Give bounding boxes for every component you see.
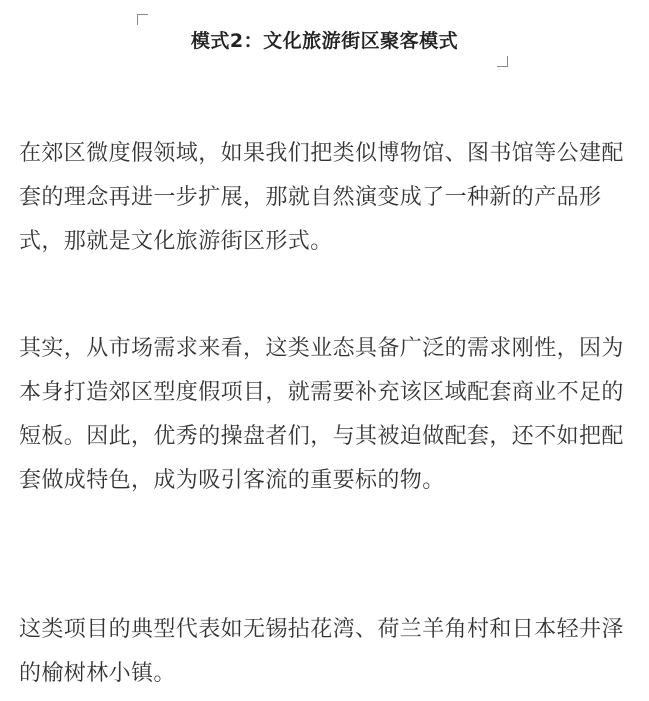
title-bracket-top-left: [137, 14, 148, 25]
section-title: 模式2：文化旅游街区聚客模式: [190, 30, 459, 52]
title-bracket-bottom-right: [497, 56, 508, 67]
paragraph-2: 其实，从市场需求来看，这类业态具备广泛的需求刚性，因为本身打造郊区型度假项目，就需要补充该区域配套商业不足的短板。因此，优秀的操盘者们，与其被迫做配套，还不如把配套做成特色，成为吸引客流的重要标的物。: [19, 336, 624, 493]
paragraph-1: 在郊区微度假领域，如果我们把类似博物馆、图书馆等公建配套的理念再进一步扩展，那就自然演变成了一种新的产品形式，那就是文化旅游街区形式。: [19, 141, 624, 254]
paragraph-3: 这类项目的典型代表如无锡拈花湾、荷兰羊角村和日本轻井泽的榆树林小镇。: [19, 617, 624, 686]
section-title-block: [0, 14, 649, 70]
